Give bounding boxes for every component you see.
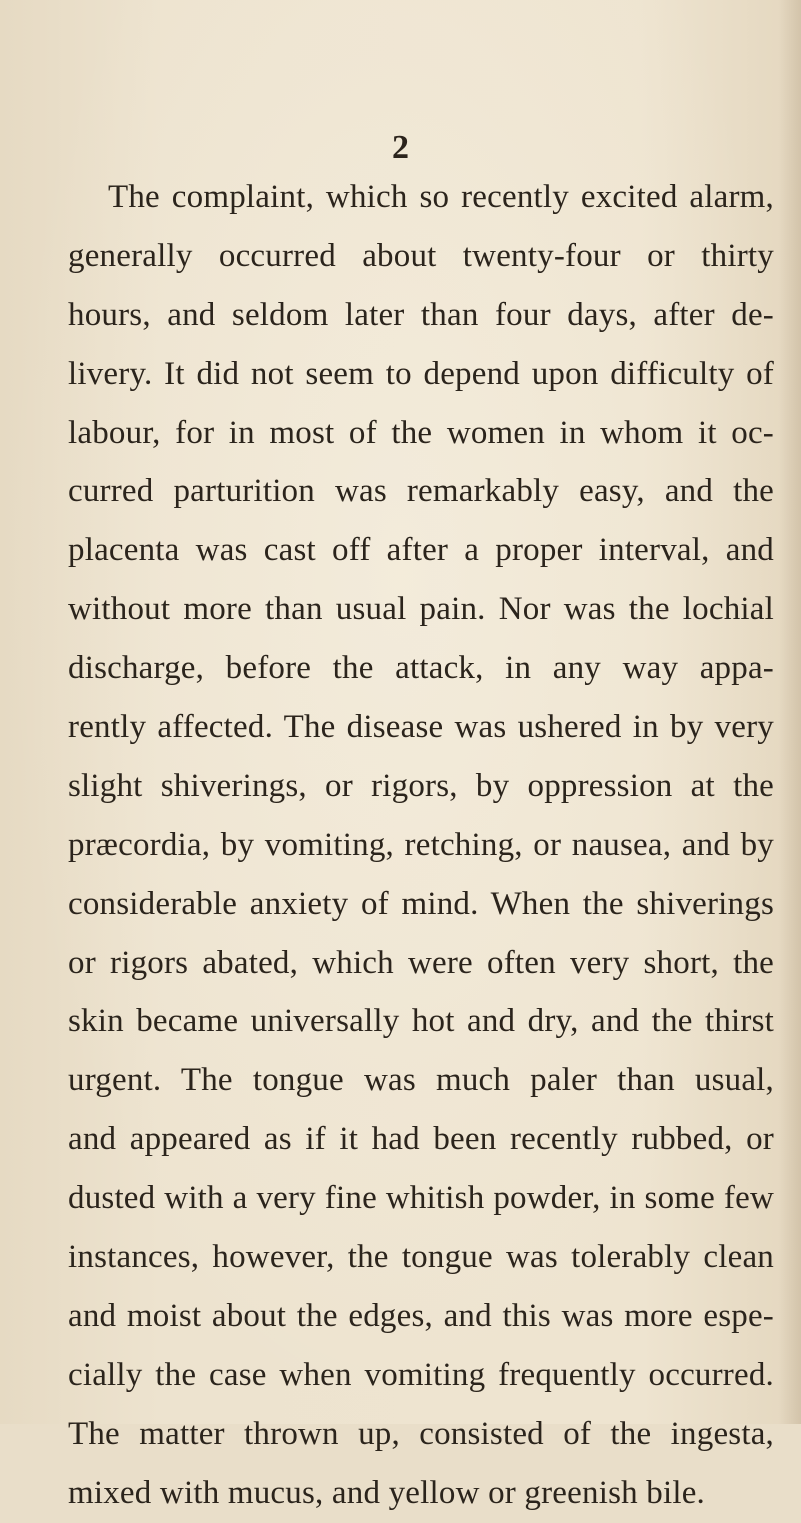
body-text (68, 168, 774, 1522)
text-line: discharge, before the attack, in any way appa- (68, 650, 774, 687)
text-line: instances, however, the tongue was tolerably clean (68, 1239, 774, 1276)
text-line: præcordia, by vomiting, retching, or nausea, and by (68, 826, 774, 863)
text-line: cially the case when vomiting frequently occurred. (68, 1356, 774, 1393)
text-line: rently affected. The disease was ushered in by very (68, 709, 774, 746)
text-line: mixed with mucus, and yellow or greenish bile. (68, 1474, 705, 1511)
text-line: placenta was cast off after a proper interval, and (68, 532, 774, 569)
page-edge-shadow (779, 0, 801, 1424)
text-line: curred parturition was remarkably easy, and the (68, 473, 774, 510)
text-line: skin became universally hot and dry, and the thirst (68, 1003, 774, 1040)
text-line: livery. It did not seem to depend upon difficulty of (68, 355, 774, 392)
text-line: The matter thrown up, consisted of the ingesta, (68, 1415, 774, 1452)
page-number: 2 (392, 129, 409, 166)
text-line: The complaint, which so recently excited alarm, (108, 179, 774, 215)
text-line: and appeared as if it had been recently rubbed, or (68, 1121, 774, 1158)
text-line: without more than usual pain. Nor was the lochial (68, 591, 774, 628)
text-line: and moist about the edges, and this was more espe- (68, 1297, 774, 1334)
text-line: considerable anxiety of mind. When the shiverings (68, 885, 774, 922)
text-line: dusted with a very fine whitish powder, in some few (68, 1180, 774, 1217)
text-line: labour, for in most of the women in whom it oc- (68, 414, 774, 451)
text-line: generally occurred about twenty-four or thirty (68, 237, 774, 274)
text-line: slight shiverings, or rigors, by oppression at the (68, 767, 774, 804)
text-line: or rigors abated, which were often very short, the (68, 944, 774, 981)
text-line: hours, and seldom later than four days, after de- (68, 296, 774, 333)
text-line: urgent. The tongue was much paler than usual, (68, 1062, 774, 1099)
